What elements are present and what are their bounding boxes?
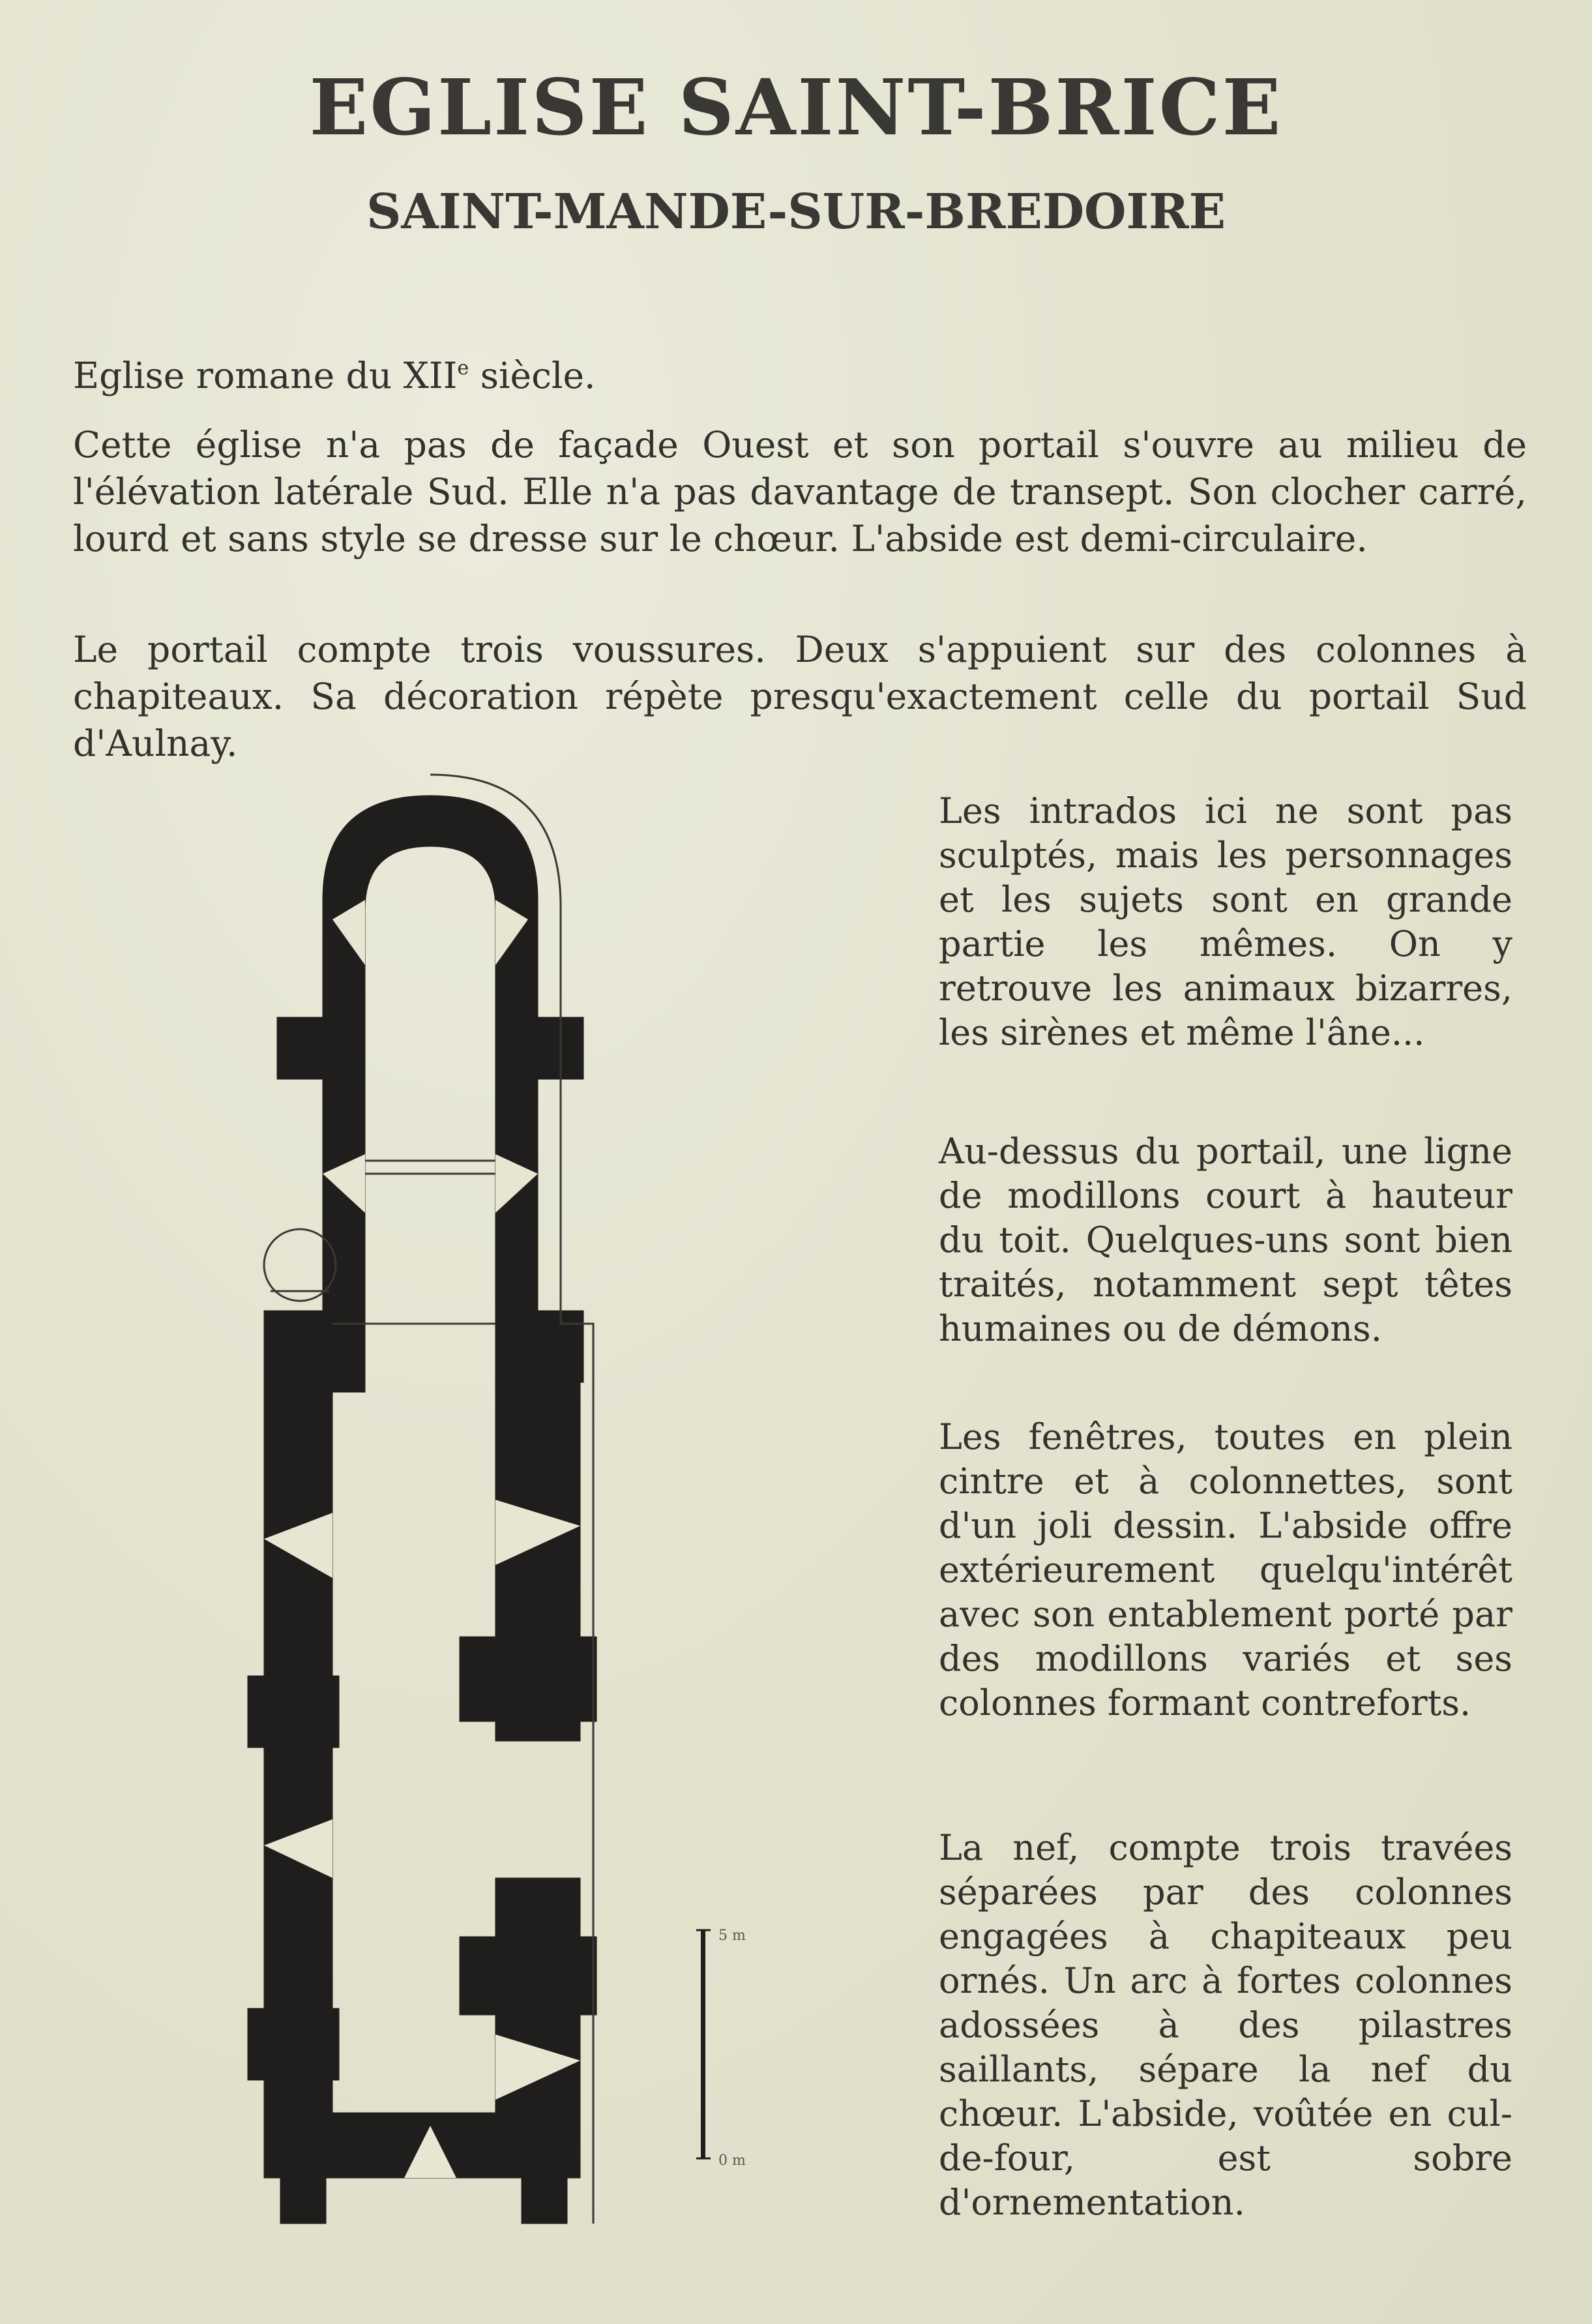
pier-nave-left-b	[248, 2008, 339, 2080]
page-title: EGLISE SAINT-BRICE	[309, 62, 1283, 153]
pier-nave-right-a	[460, 1637, 597, 1721]
scale-bar	[696, 1928, 746, 2169]
century-superscript: e	[457, 356, 469, 380]
paragraph-intrados: Les intrados ici ne sont pas sculptés, mais les personnages et les sujets sont en grande partie les mêmes. On y retrouve les animaux bizarres, les sirènes et même l'âne...	[939, 790, 1512, 1053]
buttress-west-right	[522, 2171, 567, 2224]
paragraph-portail: Le portail compte trois voussures. Deux s'appuient sur des colonnes à chapiteaux. Sa décoration répète presqu'exactement celle du portail Sud d'Aulnay.	[73, 629, 1527, 764]
paragraph-fenetres: Les fenêtres, toutes en plein cintre et à colonnettes, sont d'un joli dessin. L'abside offre extérieurement quelqu'intérêt avec son entablement porté par des modillons variés et ses colonnes formant contreforts.	[939, 1416, 1512, 1723]
paragraph-facade: Cette église n'a pas de façade Ouest et son portail s'ouvre au milieu de l'élévation latérale Sud. Elle n'a pas davantage de transept. Son clocher carré, lourd et sans style se dresse sur le chœur. L'abside est demi-circulaire.	[73, 424, 1527, 559]
intro-line	[73, 352, 1527, 399]
scale-label-bottom: 0 m	[718, 2153, 746, 2169]
pier-choir-right-upper	[495, 1017, 583, 1079]
buttress-west-left	[280, 2171, 326, 2224]
pier-nave-left-a	[248, 1676, 339, 1748]
pier-choir-left-lower	[264, 1311, 365, 1382]
intro-text-end: siècle.	[469, 355, 596, 396]
page-subtitle: SAINT-MANDE-SUR-BREDOIRE	[366, 184, 1226, 240]
pier-choir-left-upper	[277, 1017, 365, 1079]
scale-label-top: 5 m	[718, 1928, 746, 1944]
church-floor-plan	[209, 769, 782, 2230]
pier-nave-right-b	[460, 1937, 597, 2015]
pier-choir-right-lower	[495, 1311, 583, 1382]
paragraph-modillons: Au-dessus du portail, une ligne de modillons court à hauteur du toit. Quelques-uns sont bien traités, notamment sept têtes humaines ou de démons.	[939, 1131, 1512, 1349]
intro-text: Eglise romane du XII	[73, 355, 458, 396]
paragraph-nef: La nef, compte trois travées séparées par des colonnes engagées à chapiteaux peu ornés. Un arc à fortes colonnes adossées à des pilastres saillants, sépare la nef du chœur. L'abside, voûtée en cul-de-four, est sobre d'ornementation.	[939, 1827, 1512, 2223]
